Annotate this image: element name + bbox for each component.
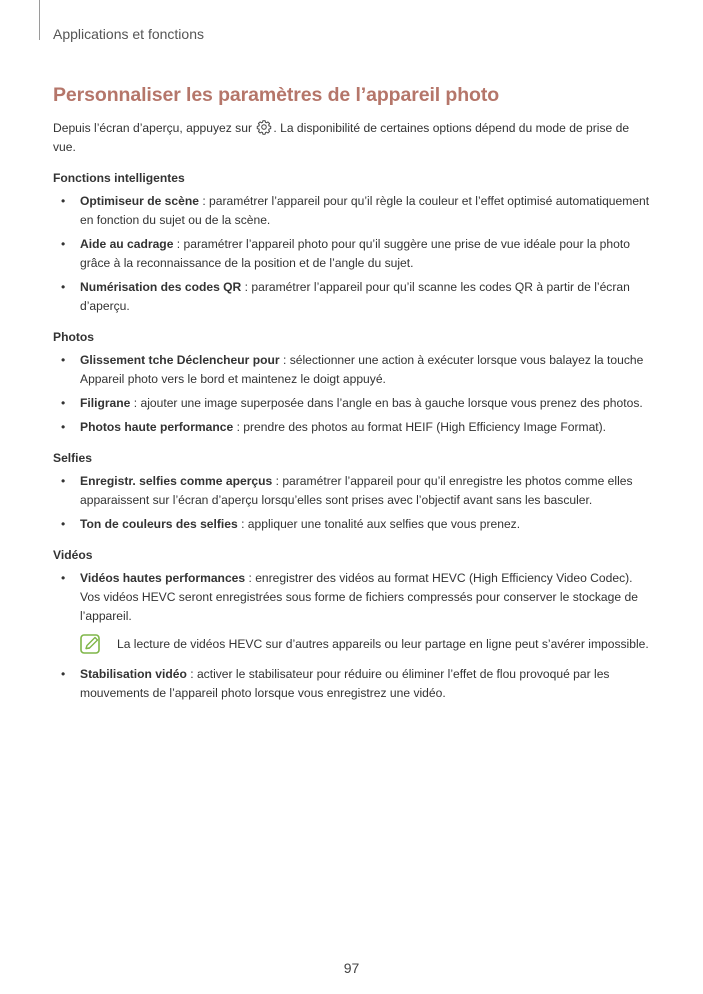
list-item	[53, 235, 653, 273]
term: Vidéos hautes performances	[80, 571, 246, 586]
description: : paramétrer l’appareil photo pour qu’il suggère une prise de vue idéale pour la photo grâce à la reconnaissance de la position et de l’angle du sujet.	[80, 237, 630, 271]
page-margin-rule	[39, 0, 40, 40]
section-videos	[53, 548, 653, 703]
list-item	[53, 472, 653, 510]
intro-text-after: . La disponibilité de certaines options dépend du mode de prise de vue.	[53, 121, 630, 155]
intro-paragraph	[53, 119, 653, 157]
bullet: •	[61, 420, 66, 435]
section-photos	[53, 330, 653, 437]
list-item	[53, 278, 653, 316]
term: Stabilisation vidéo	[80, 667, 187, 682]
bullet: •	[61, 474, 66, 489]
description: : ajouter une image superposée dans l’angle en bas à gauche lorsque vous prenez des photos.	[130, 396, 643, 411]
section-selfies	[53, 451, 653, 534]
bullet: •	[61, 396, 66, 411]
bullet: •	[61, 571, 66, 586]
section-title: Vidéos	[53, 548, 93, 563]
bullet: •	[61, 280, 66, 295]
description: : paramétrer l’appareil pour qu’il règle la couleur et l’effet optimisé automatiquement en fonction du sujet ou de la scène.	[80, 194, 650, 228]
intro-text-before: Depuis l’écran d’aperçu, appuyez sur	[53, 121, 252, 136]
running-head: Applications et fonctions	[53, 26, 204, 42]
section-title: Selfies	[53, 451, 92, 466]
term: Ton de couleurs des selfies	[80, 517, 238, 532]
description: : paramétrer l’appareil pour qu’il enregistre les photos comme elles apparaissent sur l’écran d’aperçu lorsqu’elles sont prises avec l’objectif avant sans les basculer.	[80, 474, 633, 508]
term: Filigrane	[80, 396, 131, 411]
bullet: •	[61, 194, 66, 209]
page-title: Personnaliser les paramètres de l’appareil photo	[53, 84, 500, 106]
term: Glissement tche Déclencheur pour	[80, 353, 280, 368]
section-title: Photos	[53, 330, 94, 345]
description: : activer le stabilisateur pour réduire ou éliminer l’effet de flou provoqué par les mouvements de l’appareil photo lorsque vous enregistrez une vidéo.	[80, 667, 610, 701]
bullet: •	[61, 667, 66, 682]
term: Enregistr. selfies comme aperçus	[80, 474, 273, 489]
description: : prendre des photos au format HEIF (High Efficiency Image Format).	[233, 420, 607, 435]
description: : appliquer une tonalité aux selfies que vous prenez.	[237, 517, 521, 532]
description: : enregistrer des vidéos au format HEVC (High Efficiency Video Codec). Vos vidéos HEVC seront enregistrées sous forme de fichiers compressés pour conserver le stockage de l’appareil.	[80, 571, 638, 624]
list-item	[53, 394, 653, 413]
bullet: •	[61, 353, 66, 368]
description: : paramétrer l’appareil pour qu’il scanne les codes QR à partir de l’écran d’aperçu.	[80, 280, 630, 314]
term: Photos haute performance	[80, 420, 234, 435]
term: Numérisation des codes QR	[80, 280, 242, 295]
term: Optimiseur de scène	[80, 194, 199, 209]
page-content	[53, 82, 653, 708]
term: Aide au cadrage	[80, 237, 174, 252]
list-item	[53, 418, 653, 437]
bullet: •	[61, 237, 66, 252]
list-item	[53, 192, 653, 230]
list-item	[53, 351, 653, 389]
section-title: Fonctions intelligentes	[53, 171, 185, 186]
list-item	[53, 515, 653, 534]
note-text: La lecture de vidéos HEVC sur d’autres appareils ou leur partage en ligne peut s’avérer impossible.	[117, 637, 649, 652]
list-item	[53, 665, 653, 703]
description: : sélectionner une action à exécuter lorsque vous balayez la touche Appareil photo vers le bord et maintenez le doigt appuyé.	[80, 353, 644, 387]
note-pencil-icon	[80, 634, 102, 654]
section-smart-functions	[53, 171, 653, 316]
list-item	[53, 569, 653, 626]
gear-icon	[256, 119, 272, 135]
note	[53, 635, 653, 654]
page-number: 97	[343, 960, 360, 976]
bullet: •	[61, 517, 66, 532]
